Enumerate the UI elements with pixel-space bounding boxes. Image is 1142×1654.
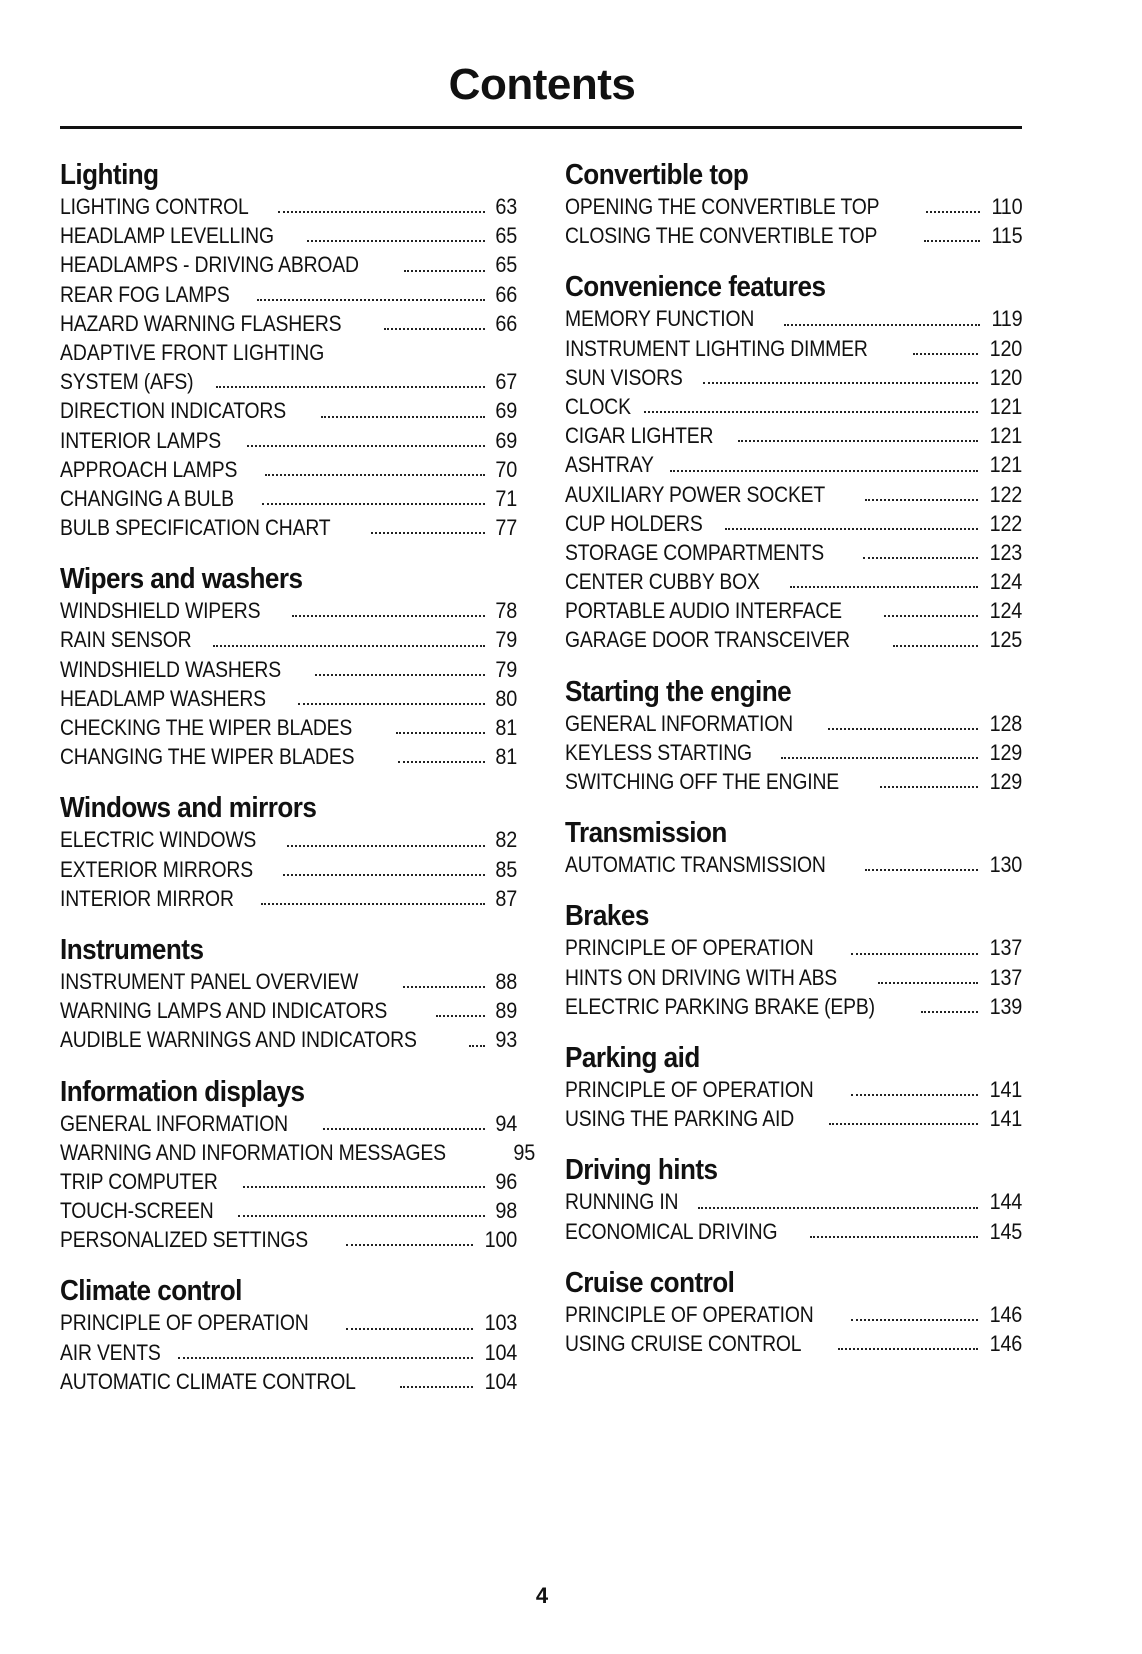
entry-page: 122 — [989, 510, 1022, 536]
dot-leader — [670, 469, 978, 472]
entry-page: 89 — [495, 998, 517, 1024]
section-heading: Parking aid — [565, 1041, 700, 1074]
entry-title: INSTRUMENT PANEL OVERVIEW — [60, 968, 359, 994]
toc-entry[interactable] — [60, 455, 517, 484]
entry-title: PRINCIPLE OF OPERATION — [60, 1310, 309, 1336]
entry-page: 124 — [989, 569, 1022, 595]
dot-leader — [863, 556, 978, 559]
toc-column-right — [565, 158, 1022, 1378]
toc-entry[interactable] — [565, 480, 1022, 509]
toc-entry[interactable] — [60, 713, 517, 742]
toc-section — [60, 562, 517, 771]
entry-title: WARNING LAMPS AND INDICATORS — [60, 998, 388, 1024]
entry-page: 129 — [989, 739, 1022, 765]
toc-entry[interactable] — [565, 392, 1022, 421]
toc-entry[interactable] — [565, 450, 1022, 479]
toc-section — [565, 270, 1022, 654]
entry-title: LIGHTING CONTROL — [60, 194, 249, 219]
toc-entry[interactable] — [60, 280, 517, 309]
entry-page: 88 — [495, 968, 517, 994]
dot-leader — [913, 352, 978, 355]
entry-page: 139 — [989, 993, 1022, 1019]
entry-page: 98 — [495, 1198, 517, 1224]
dot-leader — [298, 702, 485, 705]
entry-page: 104 — [484, 1339, 517, 1365]
entry-page: 141 — [989, 1076, 1022, 1102]
dot-leader — [851, 1093, 977, 1096]
entry-title: ASHTRAY — [565, 452, 654, 478]
toc-section — [60, 933, 517, 1055]
entry-page: 80 — [495, 685, 517, 711]
toc-entry[interactable] — [565, 992, 1022, 1021]
dot-leader — [404, 269, 485, 272]
dot-leader — [178, 1356, 473, 1359]
dot-leader — [436, 1014, 485, 1017]
toc-section — [60, 1274, 517, 1396]
entry-page: 67 — [495, 369, 517, 395]
entry-page: 93 — [495, 1027, 517, 1053]
entry-title: GARAGE DOOR TRANSCEIVER — [565, 627, 850, 653]
entry-page: 94 — [495, 1110, 517, 1136]
entry-title: PRINCIPLE OF OPERATION — [565, 1301, 814, 1327]
toc-entry[interactable] — [565, 738, 1022, 767]
entry-title: INTERIOR MIRROR — [60, 885, 234, 911]
section-heading: Driving hints — [565, 1154, 718, 1187]
entry-title: ELECTRIC PARKING BRAKE (EPB) — [565, 993, 875, 1019]
entry-title: AUTOMATIC CLIMATE CONTROL — [60, 1368, 356, 1394]
toc-entry-line[interactable] — [60, 338, 517, 367]
dot-leader — [262, 502, 485, 505]
dot-leader — [403, 985, 485, 988]
toc-entry[interactable] — [60, 426, 517, 455]
entry-page: 85 — [495, 856, 517, 882]
entry-page: 137 — [989, 964, 1022, 990]
dot-leader — [784, 323, 980, 326]
entry-page: 78 — [495, 598, 517, 624]
toc-entry[interactable] — [60, 855, 517, 884]
entry-title: CUP HOLDERS — [565, 510, 703, 536]
entry-title: CHANGING A BULB — [60, 485, 234, 511]
section-heading: Brakes — [565, 900, 649, 933]
toc-entry[interactable] — [565, 1075, 1022, 1104]
entry-page: 129 — [989, 769, 1022, 794]
entry-page: 146 — [989, 1330, 1022, 1356]
dot-leader — [878, 981, 978, 984]
dot-leader — [243, 1185, 485, 1188]
toc-entry[interactable] — [565, 192, 1022, 221]
entry-title: BULB SPECIFICATION CHART — [60, 515, 331, 541]
dot-leader — [292, 614, 485, 617]
entry-page: 104 — [484, 1368, 517, 1394]
entry-title: TRIP COMPUTER — [60, 1168, 218, 1194]
section-heading: Cruise control — [565, 1266, 735, 1299]
dot-leader — [644, 410, 978, 413]
entry-title: AUDIBLE WARNINGS AND INDICATORS — [60, 1027, 417, 1053]
dot-leader — [216, 385, 485, 388]
dot-leader — [893, 644, 978, 647]
toc-entry[interactable] — [565, 709, 1022, 738]
entry-page: 145 — [989, 1218, 1022, 1244]
dot-leader — [703, 381, 978, 384]
entry-title: AUXILIARY POWER SOCKET — [565, 481, 826, 507]
toc-entry[interactable] — [60, 250, 517, 279]
entry-page: 122 — [989, 481, 1022, 507]
toc-entry[interactable] — [60, 996, 517, 1025]
entry-title: EXTERIOR MIRRORS — [60, 856, 253, 882]
entry-title: CLOSING THE CONVERTIBLE TOP — [565, 223, 878, 249]
title-divider — [60, 126, 1022, 129]
toc-section — [565, 1266, 1022, 1358]
entry-title: ELECTRIC WINDOWS — [60, 827, 257, 853]
toc-section — [565, 1153, 1022, 1245]
entry-title: REAR FOG LAMPS — [60, 281, 230, 307]
dot-leader — [278, 210, 485, 213]
dot-leader — [469, 1044, 485, 1047]
toc-entry[interactable] — [565, 567, 1022, 596]
entry-page: 130 — [989, 852, 1022, 878]
entry-title: OPENING THE CONVERTIBLE TOP — [565, 194, 880, 219]
entry-page: 146 — [989, 1301, 1022, 1327]
entry-title: AUTOMATIC TRANSMISSION — [565, 852, 826, 878]
dot-leader — [321, 415, 485, 418]
dot-leader — [396, 731, 485, 734]
entry-title: CIGAR LIGHTER — [565, 423, 714, 449]
entry-title: CHANGING THE WIPER BLADES — [60, 744, 355, 770]
entry-title: SYSTEM (AFS) — [60, 369, 194, 395]
dot-leader — [926, 210, 979, 213]
entry-page: 125 — [989, 627, 1022, 653]
entry-title: HAZARD WARNING FLASHERS — [60, 310, 342, 336]
entry-page: 82 — [495, 827, 517, 853]
entry-page: 69 — [495, 398, 517, 424]
toc-entry[interactable] — [565, 1329, 1022, 1358]
section-heading: Wipers and washers — [60, 563, 303, 596]
entry-title: INSTRUMENT LIGHTING DIMMER — [565, 335, 868, 361]
entry-page: 119 — [990, 306, 1022, 332]
entry-page: 121 — [989, 423, 1022, 449]
entry-title: WINDSHIELD WIPERS — [60, 598, 261, 624]
section-heading: Lighting — [60, 159, 159, 191]
dot-leader — [265, 473, 485, 476]
toc-entry[interactable] — [565, 963, 1022, 992]
toc-section — [565, 158, 1022, 250]
dot-leader — [400, 1385, 473, 1388]
entry-page: 137 — [989, 935, 1022, 961]
entry-page: 100 — [484, 1227, 517, 1253]
entry-title: APPROACH LAMPS — [60, 456, 238, 482]
toc-entry[interactable] — [565, 363, 1022, 392]
dot-leader — [323, 1127, 485, 1130]
entry-title: KEYLESS STARTING — [565, 739, 752, 765]
section-heading: Instruments — [60, 933, 204, 966]
toc-entry[interactable] — [60, 825, 517, 854]
toc-entry[interactable] — [565, 850, 1022, 879]
toc-entry[interactable] — [60, 367, 517, 396]
dot-leader — [829, 1122, 978, 1125]
entry-page: 69 — [495, 427, 517, 453]
dot-leader — [315, 673, 485, 676]
entry-page: 65 — [495, 252, 517, 278]
toc-entry[interactable] — [565, 334, 1022, 363]
entry-page: 141 — [989, 1106, 1022, 1132]
section-heading: Information displays — [60, 1075, 305, 1108]
toc-entry[interactable] — [60, 1196, 517, 1225]
dot-leader — [738, 439, 978, 442]
toc-section — [565, 816, 1022, 879]
dot-leader — [921, 1010, 978, 1013]
toc-entry[interactable] — [60, 1109, 517, 1138]
section-heading: Convenience features — [565, 271, 826, 304]
toc-entry[interactable] — [60, 484, 517, 513]
dot-leader — [213, 644, 485, 647]
entry-page: 66 — [495, 281, 517, 307]
toc-entry[interactable] — [60, 596, 517, 625]
toc-entry[interactable] — [565, 596, 1022, 625]
entry-title: PERSONALIZED SETTINGS — [60, 1227, 309, 1253]
dot-leader — [781, 756, 978, 759]
toc-entry[interactable] — [60, 221, 517, 250]
entry-title: HINTS ON DRIVING WITH ABS — [565, 964, 838, 990]
entry-title: USING THE PARKING AID — [565, 1106, 795, 1132]
entry-title: DIRECTION INDICATORS — [60, 398, 286, 424]
toc-section — [60, 1075, 535, 1255]
section-heading: Climate control — [60, 1275, 242, 1308]
toc-section — [565, 1041, 1022, 1133]
toc-entry[interactable] — [60, 513, 517, 542]
dot-leader — [307, 239, 485, 242]
dot-leader — [725, 527, 978, 530]
entry-title: PORTABLE AUDIO INTERFACE — [565, 598, 842, 624]
dot-leader — [346, 1243, 473, 1246]
entry-title: CENTER CUBBY BOX — [565, 569, 760, 595]
section-heading: Convertible top — [565, 159, 749, 191]
entry-page: 128 — [989, 710, 1022, 736]
page-number: 4 — [535, 1583, 549, 1608]
toc-entry[interactable] — [565, 221, 1022, 250]
dot-leader — [698, 1206, 978, 1209]
toc-entry[interactable] — [60, 1338, 517, 1367]
entry-title: PRINCIPLE OF OPERATION — [565, 1076, 814, 1102]
toc-entry[interactable] — [565, 1187, 1022, 1216]
toc-entry[interactable] — [60, 742, 517, 771]
entry-title: MEMORY FUNCTION — [565, 306, 755, 332]
toc-entry[interactable] — [565, 1300, 1022, 1329]
toc-entry[interactable] — [565, 767, 1022, 796]
dot-leader — [865, 868, 978, 871]
toc-entry[interactable] — [60, 1025, 517, 1054]
dot-leader — [851, 1318, 977, 1321]
entry-title: RAIN SENSOR — [60, 627, 192, 653]
toc-entry[interactable] — [60, 396, 517, 425]
toc-section — [565, 899, 1022, 1021]
entry-page: 65 — [495, 223, 517, 249]
entry-page: 120 — [989, 335, 1022, 361]
entry-title: ECONOMICAL DRIVING — [565, 1218, 778, 1244]
entry-page: 110 — [990, 194, 1022, 219]
dot-leader — [346, 1327, 472, 1330]
entry-page: 87 — [495, 885, 517, 911]
dot-leader — [247, 444, 485, 447]
section-heading: Windows and mirrors — [60, 792, 317, 825]
dot-leader — [398, 760, 484, 763]
toc-entry[interactable] — [60, 884, 517, 913]
entry-title: STORAGE COMPARTMENTS — [565, 539, 824, 565]
dot-leader — [924, 239, 980, 242]
dot-leader — [851, 952, 977, 955]
toc-entry[interactable] — [565, 304, 1022, 333]
entry-title: USING CRUISE CONTROL — [565, 1330, 802, 1356]
toc-entry[interactable] — [60, 1225, 517, 1254]
entry-page: 79 — [495, 656, 517, 682]
entry-page: 79 — [495, 627, 517, 653]
entry-page: 71 — [495, 485, 517, 511]
toc-entry[interactable] — [60, 684, 517, 713]
entry-page: 81 — [495, 744, 517, 770]
entry-title: INTERIOR LAMPS — [60, 427, 222, 453]
toc-entry[interactable] — [60, 1138, 535, 1167]
entry-page: 121 — [989, 393, 1022, 419]
entry-page: 81 — [495, 715, 517, 740]
dot-leader — [238, 1214, 484, 1217]
dot-leader — [283, 873, 485, 876]
entry-title: HEADLAMP WASHERS — [60, 685, 266, 711]
toc-entry[interactable] — [60, 1167, 517, 1196]
entry-page: 115 — [990, 223, 1022, 249]
entry-title: SUN VISORS — [565, 364, 683, 390]
section-heading: Transmission — [565, 817, 727, 850]
toc-section — [60, 158, 517, 542]
entry-title: ADAPTIVE FRONT LIGHTING — [60, 339, 325, 365]
toc-entry[interactable] — [565, 933, 1022, 962]
toc-entry[interactable] — [60, 192, 517, 221]
entry-page: 63 — [495, 194, 517, 219]
dot-leader — [371, 531, 485, 534]
entry-page: 103 — [484, 1310, 517, 1336]
toc-entry[interactable] — [565, 421, 1022, 450]
dot-leader — [790, 585, 978, 588]
toc-entry[interactable] — [60, 655, 517, 684]
toc-entry[interactable] — [60, 967, 517, 996]
entry-title: GENERAL INFORMATION — [60, 1110, 288, 1136]
entry-page: 95 — [512, 1139, 535, 1165]
dot-leader — [287, 844, 485, 847]
entry-title: HEADLAMPS - DRIVING ABROAD — [60, 252, 359, 278]
dot-leader — [261, 902, 484, 905]
entry-page: 66 — [495, 310, 517, 336]
toc-entry[interactable] — [60, 1367, 517, 1396]
toc-entry[interactable] — [565, 625, 1022, 654]
dot-leader — [884, 614, 978, 617]
toc-entry[interactable] — [565, 509, 1022, 538]
dot-leader — [257, 298, 485, 301]
dot-leader — [880, 785, 978, 788]
toc-section — [60, 791, 517, 913]
entry-title: PRINCIPLE OF OPERATION — [565, 935, 814, 961]
entry-title: GENERAL INFORMATION — [565, 710, 793, 736]
entry-title: RUNNING IN — [565, 1189, 679, 1215]
entry-title: CHECKING THE WIPER BLADES — [60, 715, 353, 740]
entry-page: 70 — [495, 456, 517, 482]
entry-page: 77 — [495, 515, 517, 541]
dot-leader — [865, 498, 978, 501]
toc-entry[interactable] — [60, 1308, 517, 1337]
dot-leader — [828, 727, 978, 730]
toc-entry[interactable] — [60, 309, 517, 338]
entry-title: CLOCK — [565, 393, 631, 419]
toc-entry[interactable] — [60, 625, 517, 654]
dot-leader — [384, 327, 485, 330]
entry-page: 144 — [989, 1189, 1022, 1215]
entry-title: SWITCHING OFF THE ENGINE — [565, 769, 839, 794]
entry-page: 121 — [989, 452, 1022, 478]
entry-title: WINDSHIELD WASHERS — [60, 656, 281, 682]
dot-leader — [810, 1235, 978, 1238]
entry-title: AIR VENTS — [60, 1339, 161, 1365]
toc-column-left — [60, 158, 535, 1416]
toc-entry[interactable] — [565, 1217, 1022, 1246]
entry-page: 96 — [495, 1168, 517, 1194]
dot-leader — [838, 1347, 978, 1350]
entry-title: HEADLAMP LEVELLING — [60, 223, 274, 249]
section-heading: Starting the engine — [565, 675, 792, 708]
toc-section — [565, 675, 1022, 797]
toc-entry[interactable] — [565, 1104, 1022, 1133]
entry-page: 124 — [989, 598, 1022, 624]
entry-title: TOUCH-SCREEN — [60, 1198, 214, 1224]
entry-page: 120 — [989, 364, 1022, 390]
toc-entry[interactable] — [565, 538, 1022, 567]
entry-title: WARNING AND INFORMATION MESSAGES — [60, 1139, 446, 1165]
page-title: Contents — [448, 60, 636, 109]
entry-page: 123 — [989, 539, 1022, 565]
